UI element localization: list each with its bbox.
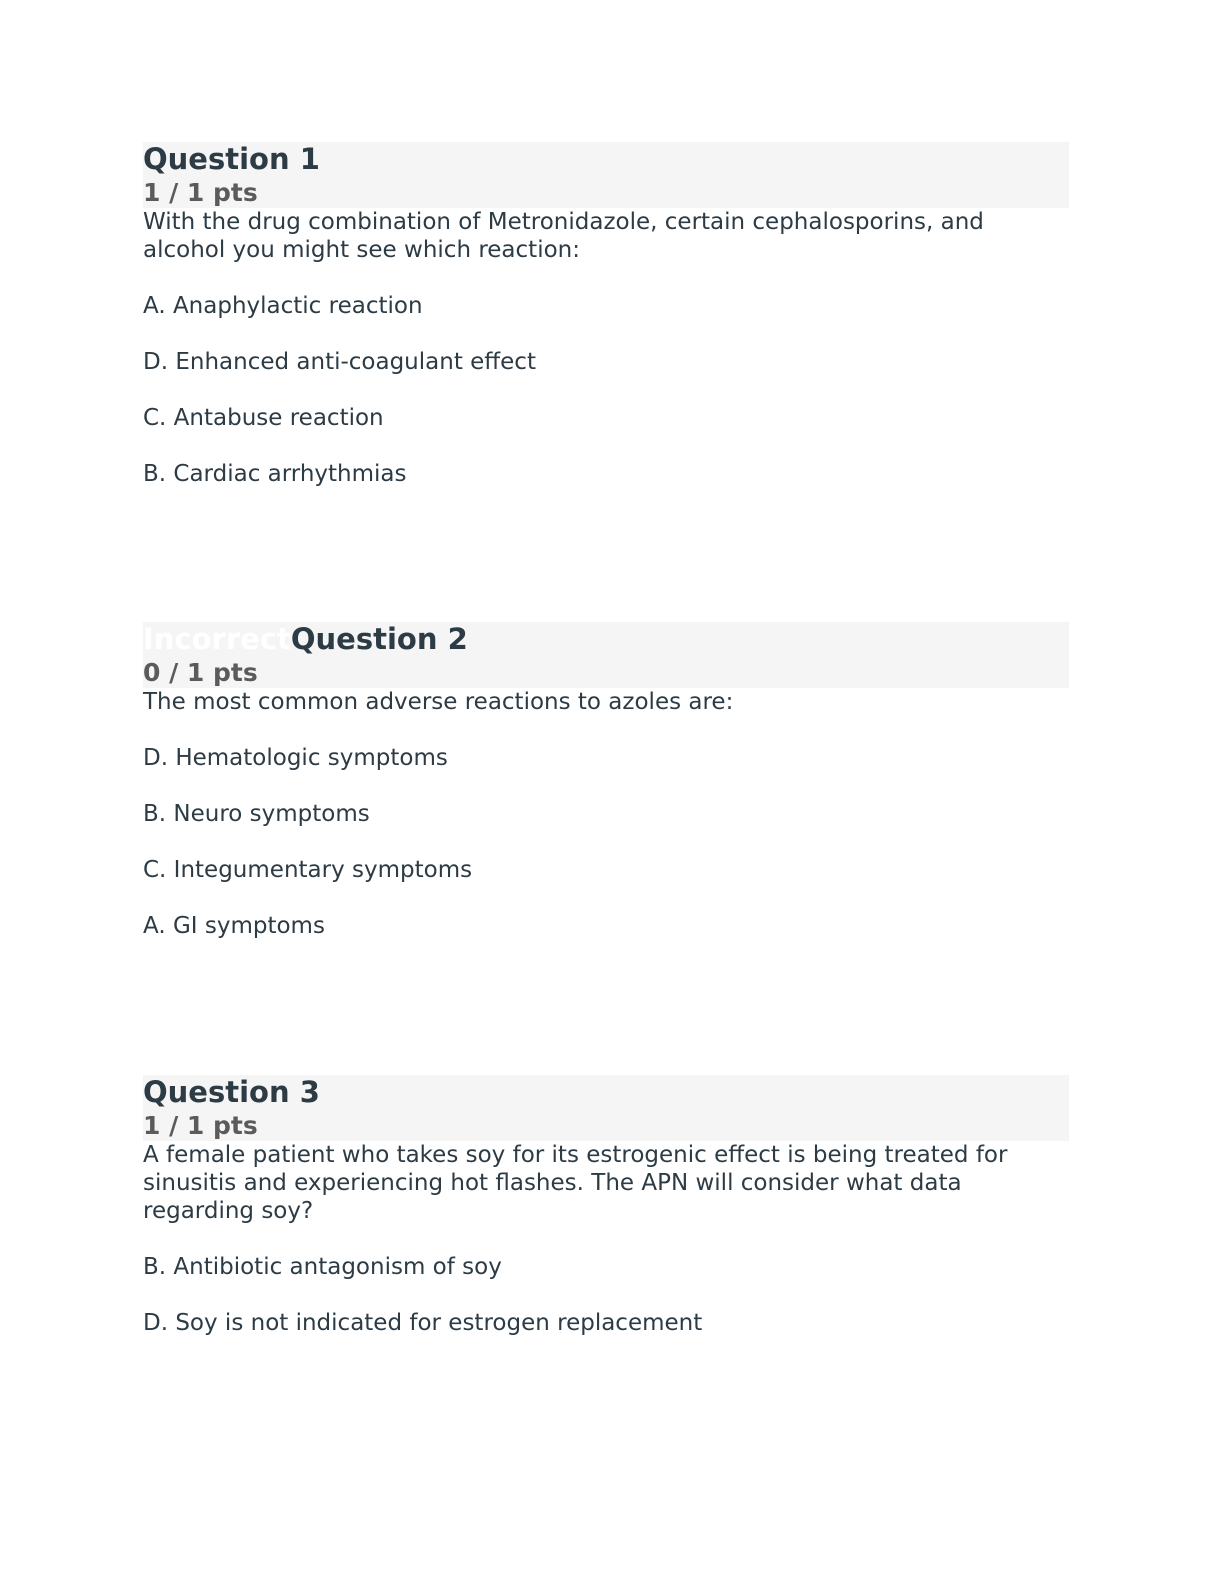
question-header [143, 1075, 1069, 1141]
answer-list [143, 744, 1069, 940]
question-title-line [143, 142, 320, 176]
answer-option: C. Integumentary symptoms [143, 857, 473, 883]
answer-option: B. Antibiotic antagonism of soy [143, 1254, 502, 1280]
answer-option: A. Anaphylactic reaction [143, 293, 423, 319]
question-header [143, 142, 1069, 208]
question-title-line [143, 1075, 320, 1109]
answer-option: C. Antabuse reaction [143, 405, 384, 431]
question-title: Question 2 [290, 622, 468, 656]
question-text: The most common adverse reactions to azoles are: [143, 689, 734, 715]
question-title-line [143, 622, 468, 656]
answer-option: B. Neuro symptoms [143, 801, 370, 827]
answer-option: B. Cardiac arrhythmias [143, 461, 407, 487]
question-title: Question 3 [143, 1075, 320, 1109]
question-block-1 [143, 142, 1069, 516]
answer-option: D. Hematologic symptoms [143, 745, 448, 771]
question-status: Incorrect [143, 622, 291, 656]
question-text: With the drug combination of Metronidazole, certain cephalosporins, and alcohol you might see which reaction: [143, 209, 984, 263]
question-points: 1 / 1 pts [143, 178, 258, 207]
question-header [143, 622, 1069, 688]
question-points: 0 / 1 pts [143, 658, 258, 687]
answer-option: D. Enhanced anti-coagulant effect [143, 349, 536, 375]
answer-option: A. GI symptoms [143, 913, 325, 939]
answer-list [143, 1253, 1069, 1337]
answer-option: D. Soy is not indicated for estrogen replacement [143, 1310, 703, 1336]
question-block-2 [143, 622, 1069, 968]
question-points: 1 / 1 pts [143, 1111, 258, 1140]
answer-list [143, 292, 1069, 488]
question-text: A female patient who takes soy for its estrogenic effect is being treated for sinusitis and experiencing hot flashes. The APN will consider what data regarding soy? [143, 1142, 1008, 1224]
question-block-3 [143, 1075, 1069, 1365]
question-title: Question 1 [143, 142, 320, 176]
